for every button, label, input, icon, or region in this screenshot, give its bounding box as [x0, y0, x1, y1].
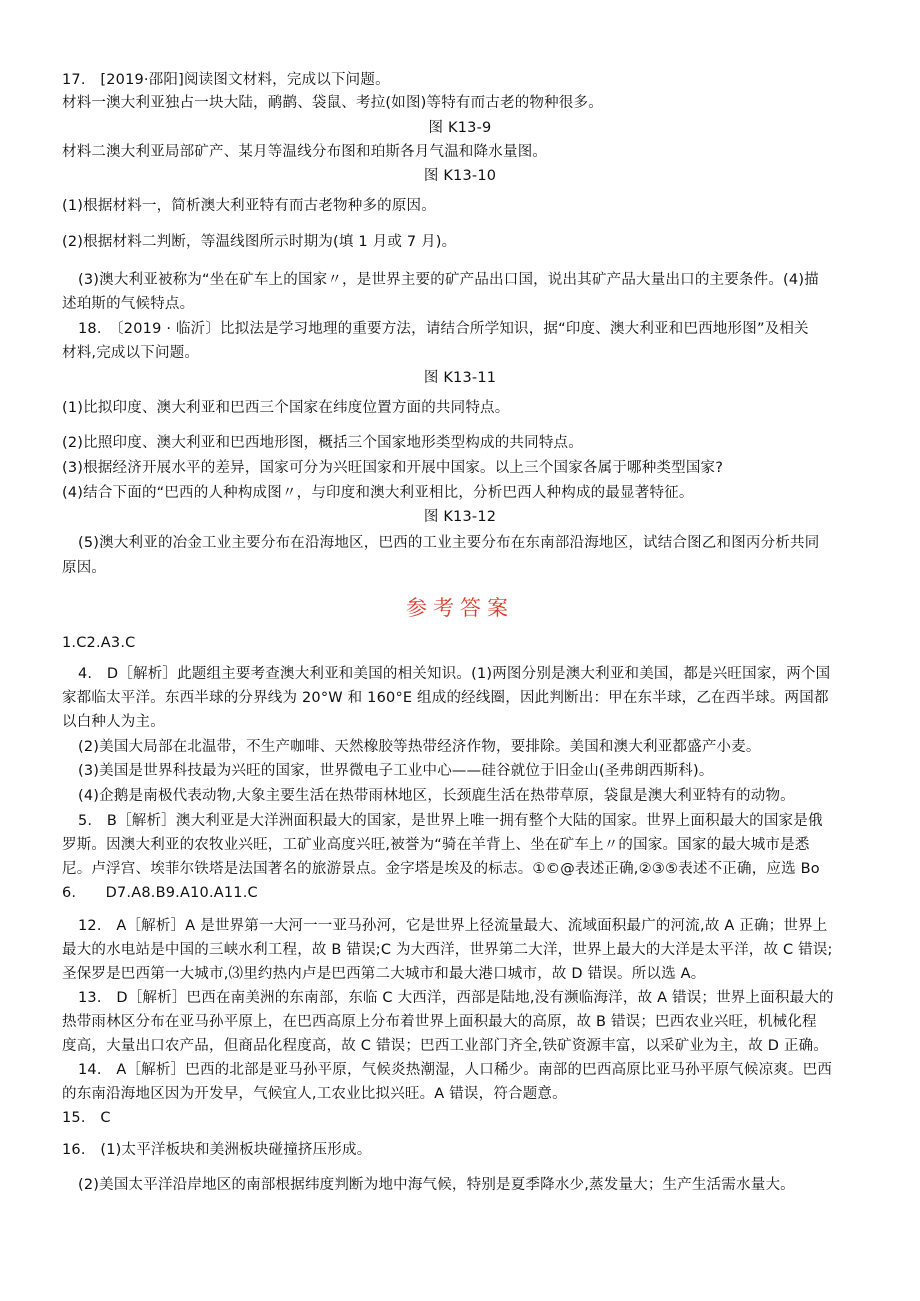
figure-caption-k13-11: 图 K13-11 [423, 370, 497, 386]
answer-5: 5. B［解析］澳大利亚是大洋洲面积最大的国家，是世界上唯一拥有整个大陆的国家。世界上面积最大的国家是俄 [78, 813, 823, 829]
answer-4: 4. D［解析］此题组主要考查澳大利亚和美国的相关知识。(1)两图分别是澳大利亚和美国，都是兴旺国家，两个国 [78, 666, 831, 682]
q18-part-5: (5)澳大利亚的冶金工业主要分布在沿海地区，巴西的工业主要分布在东南部沿海地区，试结合图乙和图丙分析共同 [78, 535, 820, 551]
figure-caption-k13-9: 图 K13-9 [428, 120, 492, 136]
q18-part-3: (3)根据经济开展水平的差异，国家可分为兴旺国家和开展中国家。以上三个国家各属于哪种类型国家? [62, 460, 724, 476]
answer-4-cont-2: 以白种人为主。 [62, 714, 165, 730]
q18-part-1: (1)比拟印度、澳大利亚和巴西三个国家在纬度位置方面的共同特点。 [62, 400, 510, 416]
q17-heading: 17. [2019·邵阳]阅读图文材料，完成以下问题。 [62, 72, 390, 88]
answer-16-part-2: (2)美国太平洋沿岸地区的南部根据纬度判断为地中海气候，特别是夏季降水少,蒸发量大；生产生活需水量大。 [78, 1177, 795, 1193]
answer-4-part-4: (4)企鹅是南极代表动物,大象主要生活在热带雨林地区，长颈鹿生活在热带草原，袋鼠是澳大利亚特有的动物。 [78, 788, 795, 804]
q18-part-2: (2)比照印度、澳大利亚和巴西地形图，概括三个国家地形类型构成的共同特点。 [62, 435, 583, 451]
answer-12: 12. A［解析］A 是世界第一大河一一亚马孙河，它是世界上径流量最大、流域面积最广的河流,故 A 正确；世界上 [78, 918, 828, 934]
q17-part-3: (3)澳大利亚被称为“坐在矿车上的国家〃，是世界主要的矿产品出口国，说出其矿产品大量出口的主要条件。(4)描 [78, 272, 819, 288]
q18-heading-cont: 材料,完成以下问题。 [62, 345, 200, 361]
q17-material-1: 材料一澳大利亚独占一块大陆，鸸鹋、袋鼠、考拉(如图)等特有而古老的物种很多。 [62, 95, 603, 111]
q18-part-5-cont: 原因。 [62, 560, 107, 576]
answer-13-cont-2: 度高，大量出口农产品，但商品化程度高，故 C 错误；巴西工业部门齐全,铁矿资源丰富，以采矿业为主，故 D 正确。 [62, 1038, 829, 1054]
answer-4-part-3: (3)美国是世界科技最为兴旺的国家，世界微电子工业中心——硅谷就位于旧金山(圣弗朗西斯科)。 [78, 763, 714, 779]
answer-6-11: 6. D7.A8.B9.A10.A11.C [62, 885, 258, 901]
q17-part-2: (2)根据材料二判断，等温线图所示时期为(填 1 月或 7 月)。 [62, 234, 457, 250]
answer-15: 15. C [62, 1110, 111, 1126]
answer-14-cont: 的东南沿海地区因为开发早，气候宜人,工农业比拟兴旺。A 错误，符合题意。 [62, 1086, 567, 1102]
answer-16-part-1: 16. (1)太平洋板块和美洲板块碰撞挤压形成。 [62, 1142, 372, 1158]
answer-12-cont-2: 圣保罗是巴西第一大城市,⑶里约热内卢是巴西第二大城市和最大港口城市，故 D 错误。所以选 A。 [62, 966, 706, 982]
q17-part-4: 述珀斯的气候特点。 [62, 296, 195, 312]
figure-caption-k13-10: 图 K13-10 [423, 168, 497, 184]
answer-12-cont-1: 最大的水电站是中国的三峡水利工程，故 B 错误;C 为大西洋，世界第二大洋，世界上最大的大洋是太平洋，故 C 错误; [62, 942, 833, 958]
q17-part-1: (1)根据材料一，简析澳大利亚特有而古老物种多的原因。 [62, 198, 436, 214]
figure-caption-k13-12: 图 K13-12 [423, 509, 497, 525]
q18-part-4: (4)结合下面的“巴西的人种构成图〃，与印度和澳大利亚相比，分析巴西人种构成的最显著特征。 [62, 485, 694, 501]
answer-5-cont-1: 罗斯。因澳大利亚的农牧业兴旺，工矿业高度兴旺,被誉为“骑在羊背上、坐在矿车上〃的国家。国家的最大城市是悉 [62, 837, 810, 853]
q17-material-2: 材料二澳大利亚局部矿产、某月等温线分布图和珀斯各月气温和降水量图。 [62, 144, 548, 160]
q18-heading: 18. 〔2019 · 临沂〕比拟法是学习地理的重要方法，请结合所学知识，据“印度、澳大利亚和巴西地形图”及相关 [78, 321, 809, 337]
answer-section-title: 参考答案 [406, 596, 514, 620]
answer-13-cont-1: 热带雨林区分布在亚马孙平原上，在巴西高原上分布着世界上面积最大的高原，故 B 错误；巴西农业兴旺，机械化程 [62, 1014, 817, 1030]
answer-13: 13. D［解析］巴西在南美洲的东南部，东临 C 大西洋，西部是陆地,没有濒临海洋，故 A 错误；世界上面积最大的 [78, 990, 834, 1006]
answer-5-cont-2: 尼。卢浮宫、埃菲尔铁塔是法国著名的旅游景点。金字塔是埃及的标志。①©@表述正确,②③⑤表述不正确，应选 Bo [62, 861, 820, 877]
answer-4-cont-1: 家都临太平洋。东西半球的分界线为 20°W 和 160°E 组成的经线圈，因此判断出：甲在东半球，乙在西半球。两国都 [62, 690, 829, 706]
answer-4-part-2: (2)美国大局部在北温带，不生产咖啡、天然橡胶等热带经济作物，要排除。美国和澳大利亚都盛产小麦。 [78, 739, 761, 755]
answer-1-3: 1.C2.A3.C [62, 635, 136, 651]
answer-14: 14. A［解析］巴西的北部是亚马孙平原，气候炎热潮湿，人口稀少。南部的巴西高原比亚马孙平原气候凉爽。巴西 [78, 1062, 833, 1078]
